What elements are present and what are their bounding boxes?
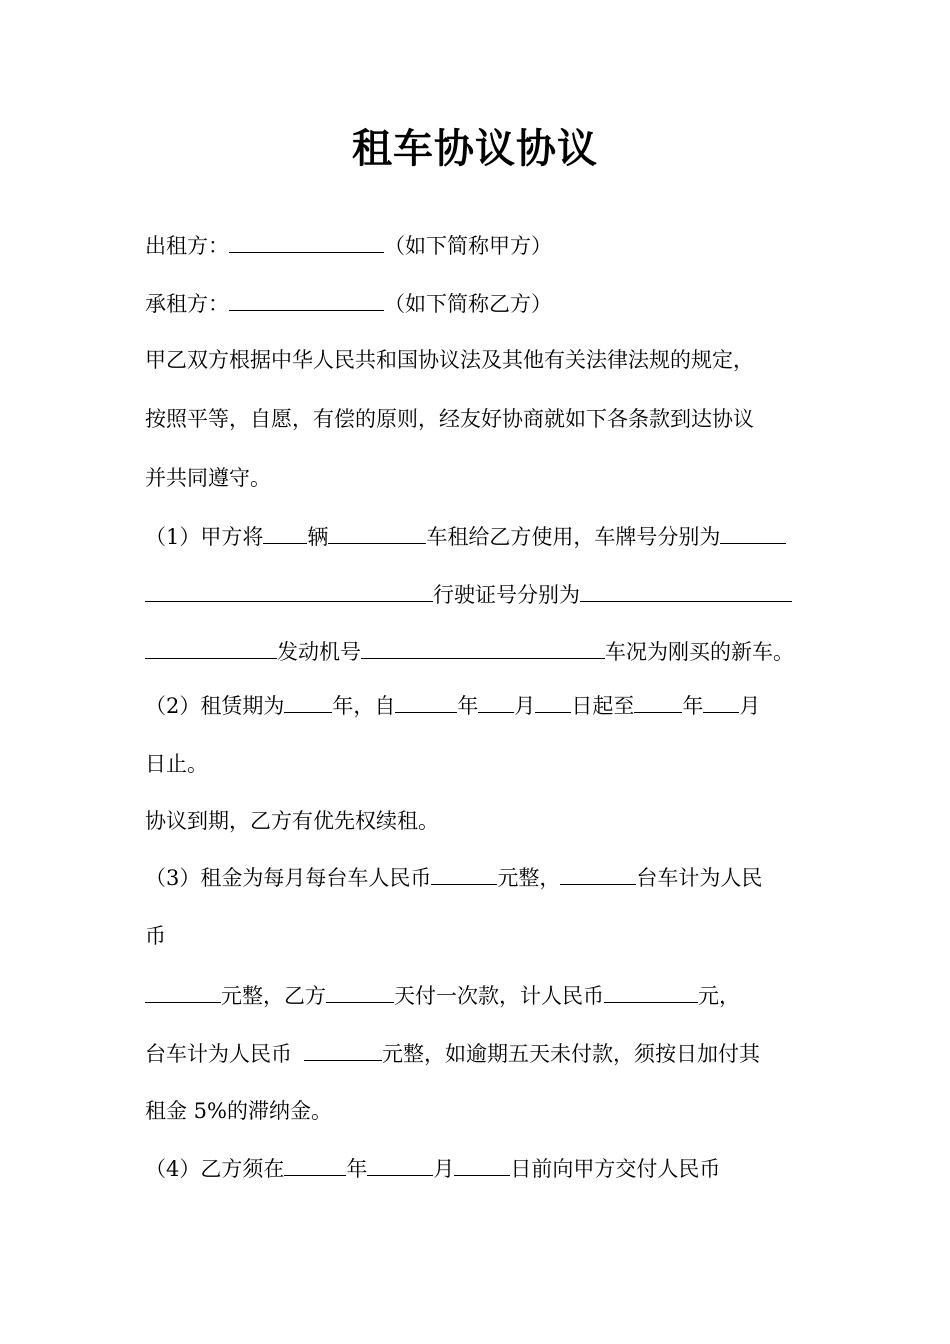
car-count-blank [560,862,636,885]
payment-days-blank [326,980,394,1003]
clause-2-text-f: 年 [682,694,704,718]
clause-1-text-c: 车租给乙方使用，车牌号分别为 [426,525,721,549]
intro-line-1: 甲乙双方根据中华人民共和国协议法及其他有关法律法规的规定， [145,348,754,372]
lease-years-blank [284,690,332,713]
clause-4-text-a: （4）乙方须在 [145,1157,285,1181]
intro-line-3: 并共同遵守。 [145,466,271,490]
clause-4-line-1 [145,1153,810,1184]
lessor-blank [229,230,384,253]
total-rent-blank [145,980,221,1003]
clause-3-text-b: 元整， [497,866,561,890]
clause-4-text-c: 月 [433,1157,455,1181]
clause-3-text-a: （3）租金为每月每台车人民币 [145,866,432,890]
clause-3-line-2: 币 [145,924,166,948]
clause-3-text-e: 元整，乙方 [221,984,326,1008]
clause-3-line-1 [145,862,810,893]
deposit-month-blank [367,1153,433,1176]
vehicle-type-blank [328,521,426,544]
lessee-blank [229,288,384,311]
license-number-blank [580,579,792,602]
car-total-blank [304,1038,382,1061]
clause-2-text-b: 年，自 [332,694,396,718]
clause-1-text-d: 行驶证号分别为 [433,583,580,607]
clause-3-text-f: 天付一次款，计人民币 [394,984,604,1008]
clause-2-text-c: 年 [457,694,479,718]
deposit-year-blank [284,1153,346,1176]
clause-1-line-1 [145,521,810,552]
payment-amount-blank [604,980,698,1003]
clause-4-text-d: 日前向甲方交付人民币 [510,1157,721,1181]
lessee-line [145,288,810,319]
start-day-blank [535,690,571,713]
plate-number-blank [720,521,786,544]
clause-1-text-b: 辆 [307,525,329,549]
clause-4-text-b: 年 [346,1157,368,1181]
clause-3-line-3 [145,980,810,1011]
document-title: 租车协议协议 [352,126,598,172]
clause-2-line-1 [145,690,810,721]
clause-1-line-3 [145,636,810,667]
clause-3-text-i: 元整，如逾期五天未付款，须按日加付其 [382,1042,760,1066]
intro-line-2: 按照平等，自愿，有偿的原则，经友好协商就如下各条款到达协议 [145,407,754,431]
lessor-line [145,230,810,261]
clause-2-text-e: 日起至 [571,694,635,718]
vehicle-count-blank [263,521,307,544]
lessee-label: 承租方： [145,292,229,316]
end-month-blank [703,690,739,713]
clause-1-text-a: （1）甲方将 [145,525,264,549]
start-year-blank [395,690,457,713]
clause-2-text-a: （2）租赁期为 [145,694,285,718]
clause-3-line-5: 租金 5%的滞纳金。 [145,1099,332,1123]
clause-3-text-h: 台车计为人民币 [145,1042,292,1066]
lessor-suffix: （如下简称甲方） [384,234,552,258]
start-month-blank [478,690,514,713]
lessor-label: 出租方： [145,234,229,258]
clause-1-text-f: 车况为刚买的新车。 [605,640,794,664]
engine-number-blank [361,636,605,659]
clause-2-text-g: 月 [739,694,761,718]
clause-1-text-e: 发动机号 [277,640,361,664]
end-year-blank [634,690,682,713]
renewal-line: 协议到期，乙方有优先权续租。 [145,809,439,833]
clause-3-line-4 [145,1038,810,1069]
clause-3-text-c: 台车计为人民 [636,866,763,890]
clause-2-line-2: 日止。 [145,752,208,776]
monthly-rent-blank [431,862,497,885]
clause-2-text-d: 月 [514,694,536,718]
clause-3-text-g: 元， [698,984,740,1008]
plate-number-blank-cont [145,579,433,602]
lessee-suffix: （如下简称乙方） [384,292,552,316]
license-number-blank-cont [145,636,277,659]
deposit-day-blank [454,1153,510,1176]
clause-1-line-2 [145,579,810,610]
